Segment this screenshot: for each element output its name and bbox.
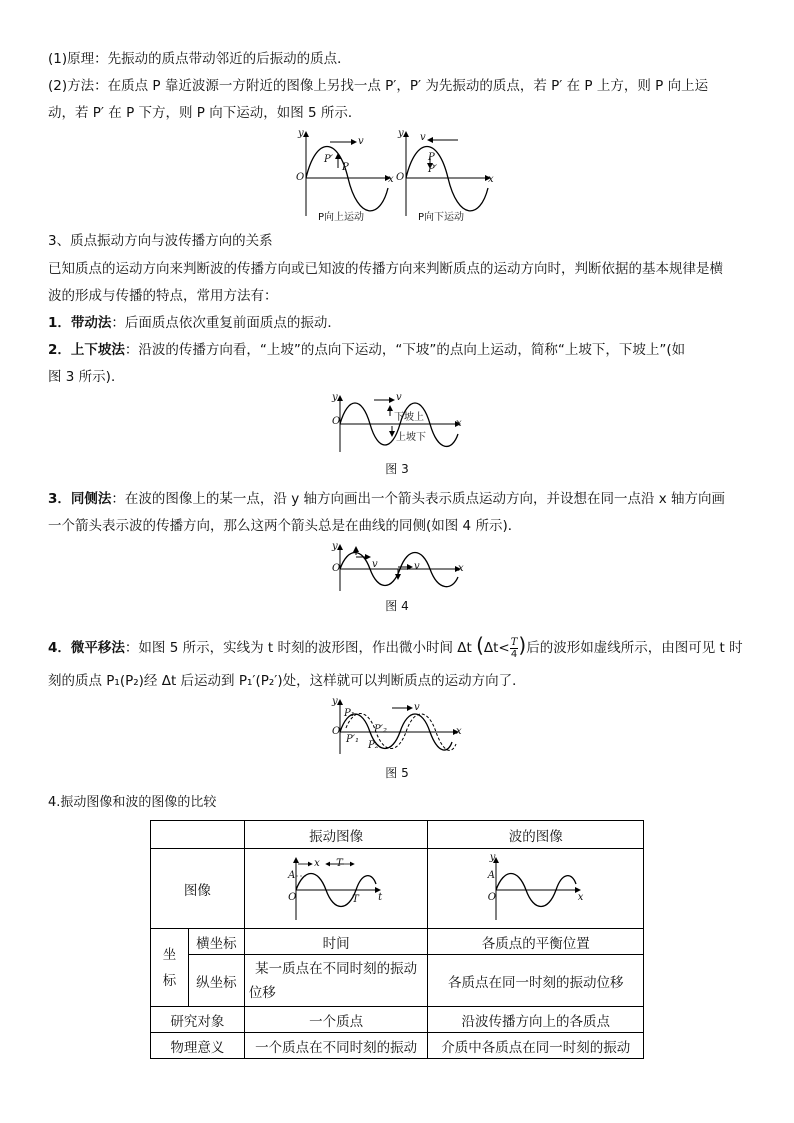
method3-text-line1: ：在波的图像上的某一点，沿 y 轴方向画出一个箭头表示质点运动方向，并设想在同一点沿 x 轴方向画 [111,491,726,507]
fig5-p2prime-label: P′₂ [374,724,388,735]
wave-y-axis-cell: 各质点在同一时刻的振动位移 [428,955,644,1007]
fig3-downhill-label: 下坡上 [394,412,424,423]
vib-y-line2: 位移 [248,984,276,1001]
left-y-label: y [298,128,304,139]
left-p-label: P [342,162,349,173]
vib-x-label: x [314,857,320,869]
vib-x-axis-cell: 时间 [244,929,428,955]
fig4-x-label: x [458,563,464,574]
section4-title: 4.振动图像和波的图像的比较 [48,795,217,810]
figure-3-diagram [332,394,472,456]
wave-graph-svg [486,851,586,924]
fig5-x-label: x [456,726,462,737]
wave-x-axis-cell: 各质点的平衡位置 [428,929,644,955]
table-row [151,929,644,955]
table-row [151,1007,644,1033]
fraction-denominator: 4 [510,648,518,660]
wave-amplitude-label: A [487,869,495,881]
fig5-p2-label: P₂ [368,740,379,751]
figure-5-caption: 图 5 [385,766,409,780]
fig4-v-label-1: v [372,559,378,570]
vib-object-cell: 一个质点 [244,1007,428,1033]
table-row [151,849,644,929]
vib-period-label-top: T [336,857,343,869]
fig5-p1prime-label: P′₁ [346,734,360,745]
wave-graph [486,851,586,924]
wave-x-label: x [577,891,584,903]
method3-title: 3．同侧法 [48,491,112,507]
figure-p-motion [290,128,510,228]
table-row [151,821,644,849]
vibration-graph-cell [244,849,428,929]
method1-text: ：后面质点依次重复前面质点的振动． [111,315,341,331]
vib-y-axis-cell [244,955,428,1007]
fig4-y-label: y [332,541,338,552]
right-caption: P向下运动 [418,212,465,223]
method4-text-a: ：如图 5 所示，实线为 t 时刻的波形图，作出微小时间 Δt [124,640,477,656]
fig4-v-label-2: v [414,561,420,572]
method-paragraph-line1: (2)方法：在质点 P 靠近波源一方附近的图像上另找一点 P′，P′ 为先振动的质点，若 P′ 在 P 上方，则 P 向上运 [48,78,709,94]
method1-title: 1．带动法 [48,315,112,331]
wave-y-label: y [489,851,496,863]
header-vibration-image: 振动图像 [244,821,428,849]
fig4-origin-label: O [332,563,341,574]
section3-line1: 已知质点的运动方向来判断波的传播方向或已知波的传播方向来判断质点的运动方向时，判断依据的基本规律是横 [48,261,723,277]
left-v-label: v [358,136,364,147]
method2-title: 2．上下坡法 [48,342,125,358]
fig3-v-label: v [396,392,402,403]
fig5-y-label: y [332,696,338,707]
vib-period-label: T [352,893,359,905]
left-caption: P向上运动 [318,212,365,223]
table-row [151,955,644,1007]
left-x-label: x [388,174,394,185]
method2-paragraph [48,337,748,363]
method1-paragraph [48,310,748,336]
left-pprime-label: P′ [324,154,333,165]
wave-graph-cell [428,849,644,929]
method-paragraph-line2: 动，若 P′ 在 P 下方，则 P 向下运动，如图 5 所示． [48,105,362,121]
right-v-label: v [420,132,426,143]
row-label-image: 图像 [151,849,245,929]
wave-origin-label: O [487,891,496,903]
row-label-meaning: 物理意义 [151,1033,245,1059]
fig3-uphill-label: 上坡下 [396,432,426,443]
header-wave-image: 波的图像 [428,821,644,849]
figure-5 [330,698,470,756]
section3-line2: 波的形成与传播的特点，常用方法有： [48,288,278,304]
figure-4-caption: 图 4 [385,599,409,613]
method3-line2: 一个箭头表示波的传播方向，那么这两个箭头总是在曲线的同侧(如图 4 所示)． [48,518,522,534]
fig5-p1-label: P₁ [344,708,355,719]
fig3-origin-label: O [332,416,341,427]
principle-paragraph: (1)原理：先振动的质点带动邻近的后振动的质点． [48,51,351,67]
row-label-object: 研究对象 [151,1007,245,1033]
right-pprime-label: P′ [428,164,437,175]
right-p-label: P [428,152,435,163]
row-label-y-axis: 纵坐标 [188,955,244,1007]
vibration-graph [286,854,386,924]
method3-paragraph [48,486,748,512]
fraction-numerator: T [510,636,518,648]
vib-origin-label: O [288,891,297,903]
row-label-x-axis: 横坐标 [188,929,244,955]
figure-3-caption: 图 3 [385,462,409,476]
method2-line2: 图 3 所示)． [48,369,125,385]
method4-title: 4．微平移法 [48,640,125,656]
method4-paragraph: 4．微平移法：如图 5 所示，实线为 t 时刻的波形图，作出微小时间 Δt (Δt< $\frac{T}{4}$ )后的波形如虚线所示，由图可见 t 时 [48,633,743,660]
fig5-v-label: v [414,702,420,713]
method4-text-b: 后的波形如虚线所示，由图可见 t 时 [526,640,743,656]
right-x-label: x [488,174,494,185]
method2-text-line1: ：沿波的传播方向看，“上坡”的点向下运动，“下坡”的点向上运动，简称“上坡下，下坡上”(如 [124,342,686,358]
coord-char-2: 标 [162,972,177,989]
row-label-coordinates [151,929,189,1007]
fig3-x-label: x [456,418,462,429]
vib-meaning-cell: 一个质点在不同时刻的振动 [244,1033,428,1059]
method4-condition: Δt< [483,640,510,656]
figure-3 [332,394,472,456]
figure-4 [332,543,472,593]
vib-amplitude-label: A [288,869,296,881]
section3-title: 3、质点振动方向与波传播方向的关系 [48,233,273,249]
right-origin-label: O [396,172,405,183]
comparison-table [150,820,644,1059]
figure-4-diagram [332,543,472,593]
method4-line2: 刻的质点 P₁(P₂)经 Δt 后运动到 P₁′(P₂′)处，这样就可以判断质点的运动方向了． [48,673,526,689]
coord-char-1: 坐 [162,946,177,963]
vib-t-label: t [378,891,383,903]
fig5-origin-label: O [332,726,341,737]
wave-meaning-cell: 介质中各质点在同一时刻的振动 [428,1033,644,1059]
vib-y-line1: 某一质点在不同时刻的振动 [255,960,418,977]
figure-5-diagram [330,698,470,756]
table-corner-cell [151,821,245,849]
left-origin-label: O [296,172,305,183]
table-row [151,1033,644,1059]
right-y-label: y [398,128,404,139]
fig3-y-label: y [332,392,338,403]
wave-object-cell: 沿波传播方向上的各质点 [428,1007,644,1033]
